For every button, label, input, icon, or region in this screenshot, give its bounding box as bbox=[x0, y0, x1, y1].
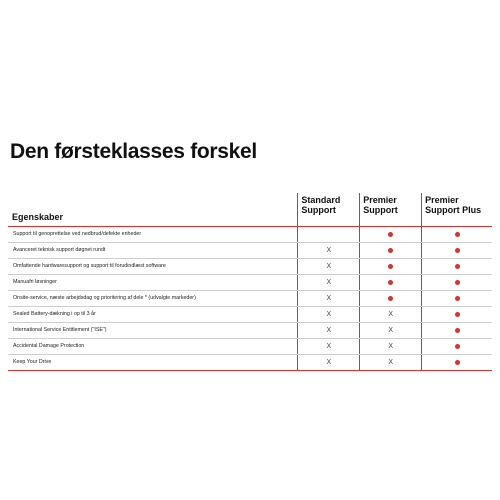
included-dot-icon bbox=[455, 328, 460, 333]
support-cell bbox=[359, 307, 421, 322]
support-cell bbox=[359, 339, 421, 354]
feature-label: Keep Your Drive bbox=[13, 359, 52, 365]
included-dot-icon bbox=[388, 280, 393, 285]
column-header-line: Standard bbox=[301, 195, 341, 205]
included-dot-icon bbox=[455, 360, 460, 365]
table-row bbox=[8, 227, 492, 243]
included-dot-icon bbox=[388, 296, 393, 301]
included-dot-icon bbox=[455, 232, 460, 237]
not-included-mark: X bbox=[388, 327, 394, 334]
not-included-mark: X bbox=[326, 263, 332, 270]
not-included-mark: X bbox=[326, 311, 332, 318]
included-dot-icon bbox=[455, 344, 460, 349]
support-cell bbox=[297, 291, 359, 306]
support-cell bbox=[421, 339, 492, 354]
included-dot-icon bbox=[455, 280, 460, 285]
column-header-standard-support bbox=[297, 193, 359, 226]
support-cell bbox=[297, 227, 359, 242]
support-cell bbox=[297, 243, 359, 258]
not-included-mark: X bbox=[326, 359, 332, 366]
table-row bbox=[8, 323, 492, 339]
column-header-premier-support-plus bbox=[421, 193, 492, 226]
support-cell bbox=[297, 355, 359, 370]
table-row bbox=[8, 275, 492, 291]
support-cell bbox=[359, 291, 421, 306]
table-header bbox=[8, 193, 492, 227]
table-row bbox=[8, 291, 492, 307]
feature-label: Omfattende hardwaresupport og support til forudindlæst software bbox=[13, 263, 166, 269]
included-dot-icon bbox=[455, 296, 460, 301]
not-included-mark: X bbox=[388, 311, 394, 318]
column-header-line: Premier bbox=[425, 195, 459, 205]
support-cell bbox=[359, 227, 421, 242]
support-cell bbox=[297, 323, 359, 338]
not-included-mark: X bbox=[388, 343, 394, 350]
column-header-line: Premier bbox=[363, 195, 397, 205]
support-cell bbox=[421, 275, 492, 290]
support-cell bbox=[359, 323, 421, 338]
included-dot-icon bbox=[388, 248, 393, 253]
feature-label: Accidental Damage Protection bbox=[13, 343, 85, 349]
support-cell bbox=[421, 291, 492, 306]
not-included-mark: X bbox=[326, 247, 332, 254]
table-row bbox=[8, 243, 492, 259]
not-included-mark: X bbox=[388, 359, 394, 366]
not-included-mark: X bbox=[326, 327, 332, 334]
table-row bbox=[8, 339, 492, 355]
included-dot-icon bbox=[388, 264, 393, 269]
feature-label: Support til genoprettelse ved nedbrud/defekte enheder bbox=[13, 231, 142, 237]
support-cell bbox=[359, 275, 421, 290]
feature-label: Onsite-service, næste arbejdsdag og prioritering af dele * (udvalgte markeder) bbox=[13, 295, 196, 301]
support-cell bbox=[359, 259, 421, 274]
feature-label: Avanceret teknisk support døgnet rundt bbox=[13, 247, 106, 253]
support-cell bbox=[297, 275, 359, 290]
column-header-line: Support Plus bbox=[425, 205, 482, 215]
page-title: Den førsteklasses forskel bbox=[10, 140, 257, 163]
included-dot-icon bbox=[455, 312, 460, 317]
support-cell bbox=[421, 307, 492, 322]
support-cell bbox=[359, 243, 421, 258]
column-header-line: Support bbox=[301, 205, 336, 215]
comparison-table bbox=[8, 193, 492, 371]
feature-label: Sealed Battery-dækning i op til 3 år bbox=[13, 311, 96, 317]
not-included-mark: X bbox=[326, 279, 332, 286]
support-cell bbox=[421, 227, 492, 242]
support-cell bbox=[297, 307, 359, 322]
table-body bbox=[8, 227, 492, 371]
feature-label: International Service Entitlement ("ISE") bbox=[13, 327, 107, 333]
column-header-premier-support bbox=[359, 193, 421, 226]
column-header-line: Support bbox=[363, 205, 398, 215]
included-dot-icon bbox=[455, 264, 460, 269]
support-cell bbox=[421, 355, 492, 370]
feature-column-header: Egenskaber bbox=[12, 212, 64, 222]
table-row bbox=[8, 355, 492, 371]
table-row bbox=[8, 307, 492, 323]
included-dot-icon bbox=[455, 248, 460, 253]
support-cell bbox=[421, 259, 492, 274]
support-cell bbox=[297, 339, 359, 354]
support-cell bbox=[359, 355, 421, 370]
support-cell bbox=[421, 243, 492, 258]
included-dot-icon bbox=[388, 232, 393, 237]
support-cell bbox=[421, 323, 492, 338]
feature-label: Manuafri løsninger bbox=[13, 279, 57, 285]
support-cell bbox=[297, 259, 359, 274]
not-included-mark: X bbox=[326, 295, 332, 302]
table-row bbox=[8, 259, 492, 275]
not-included-mark: X bbox=[326, 343, 332, 350]
